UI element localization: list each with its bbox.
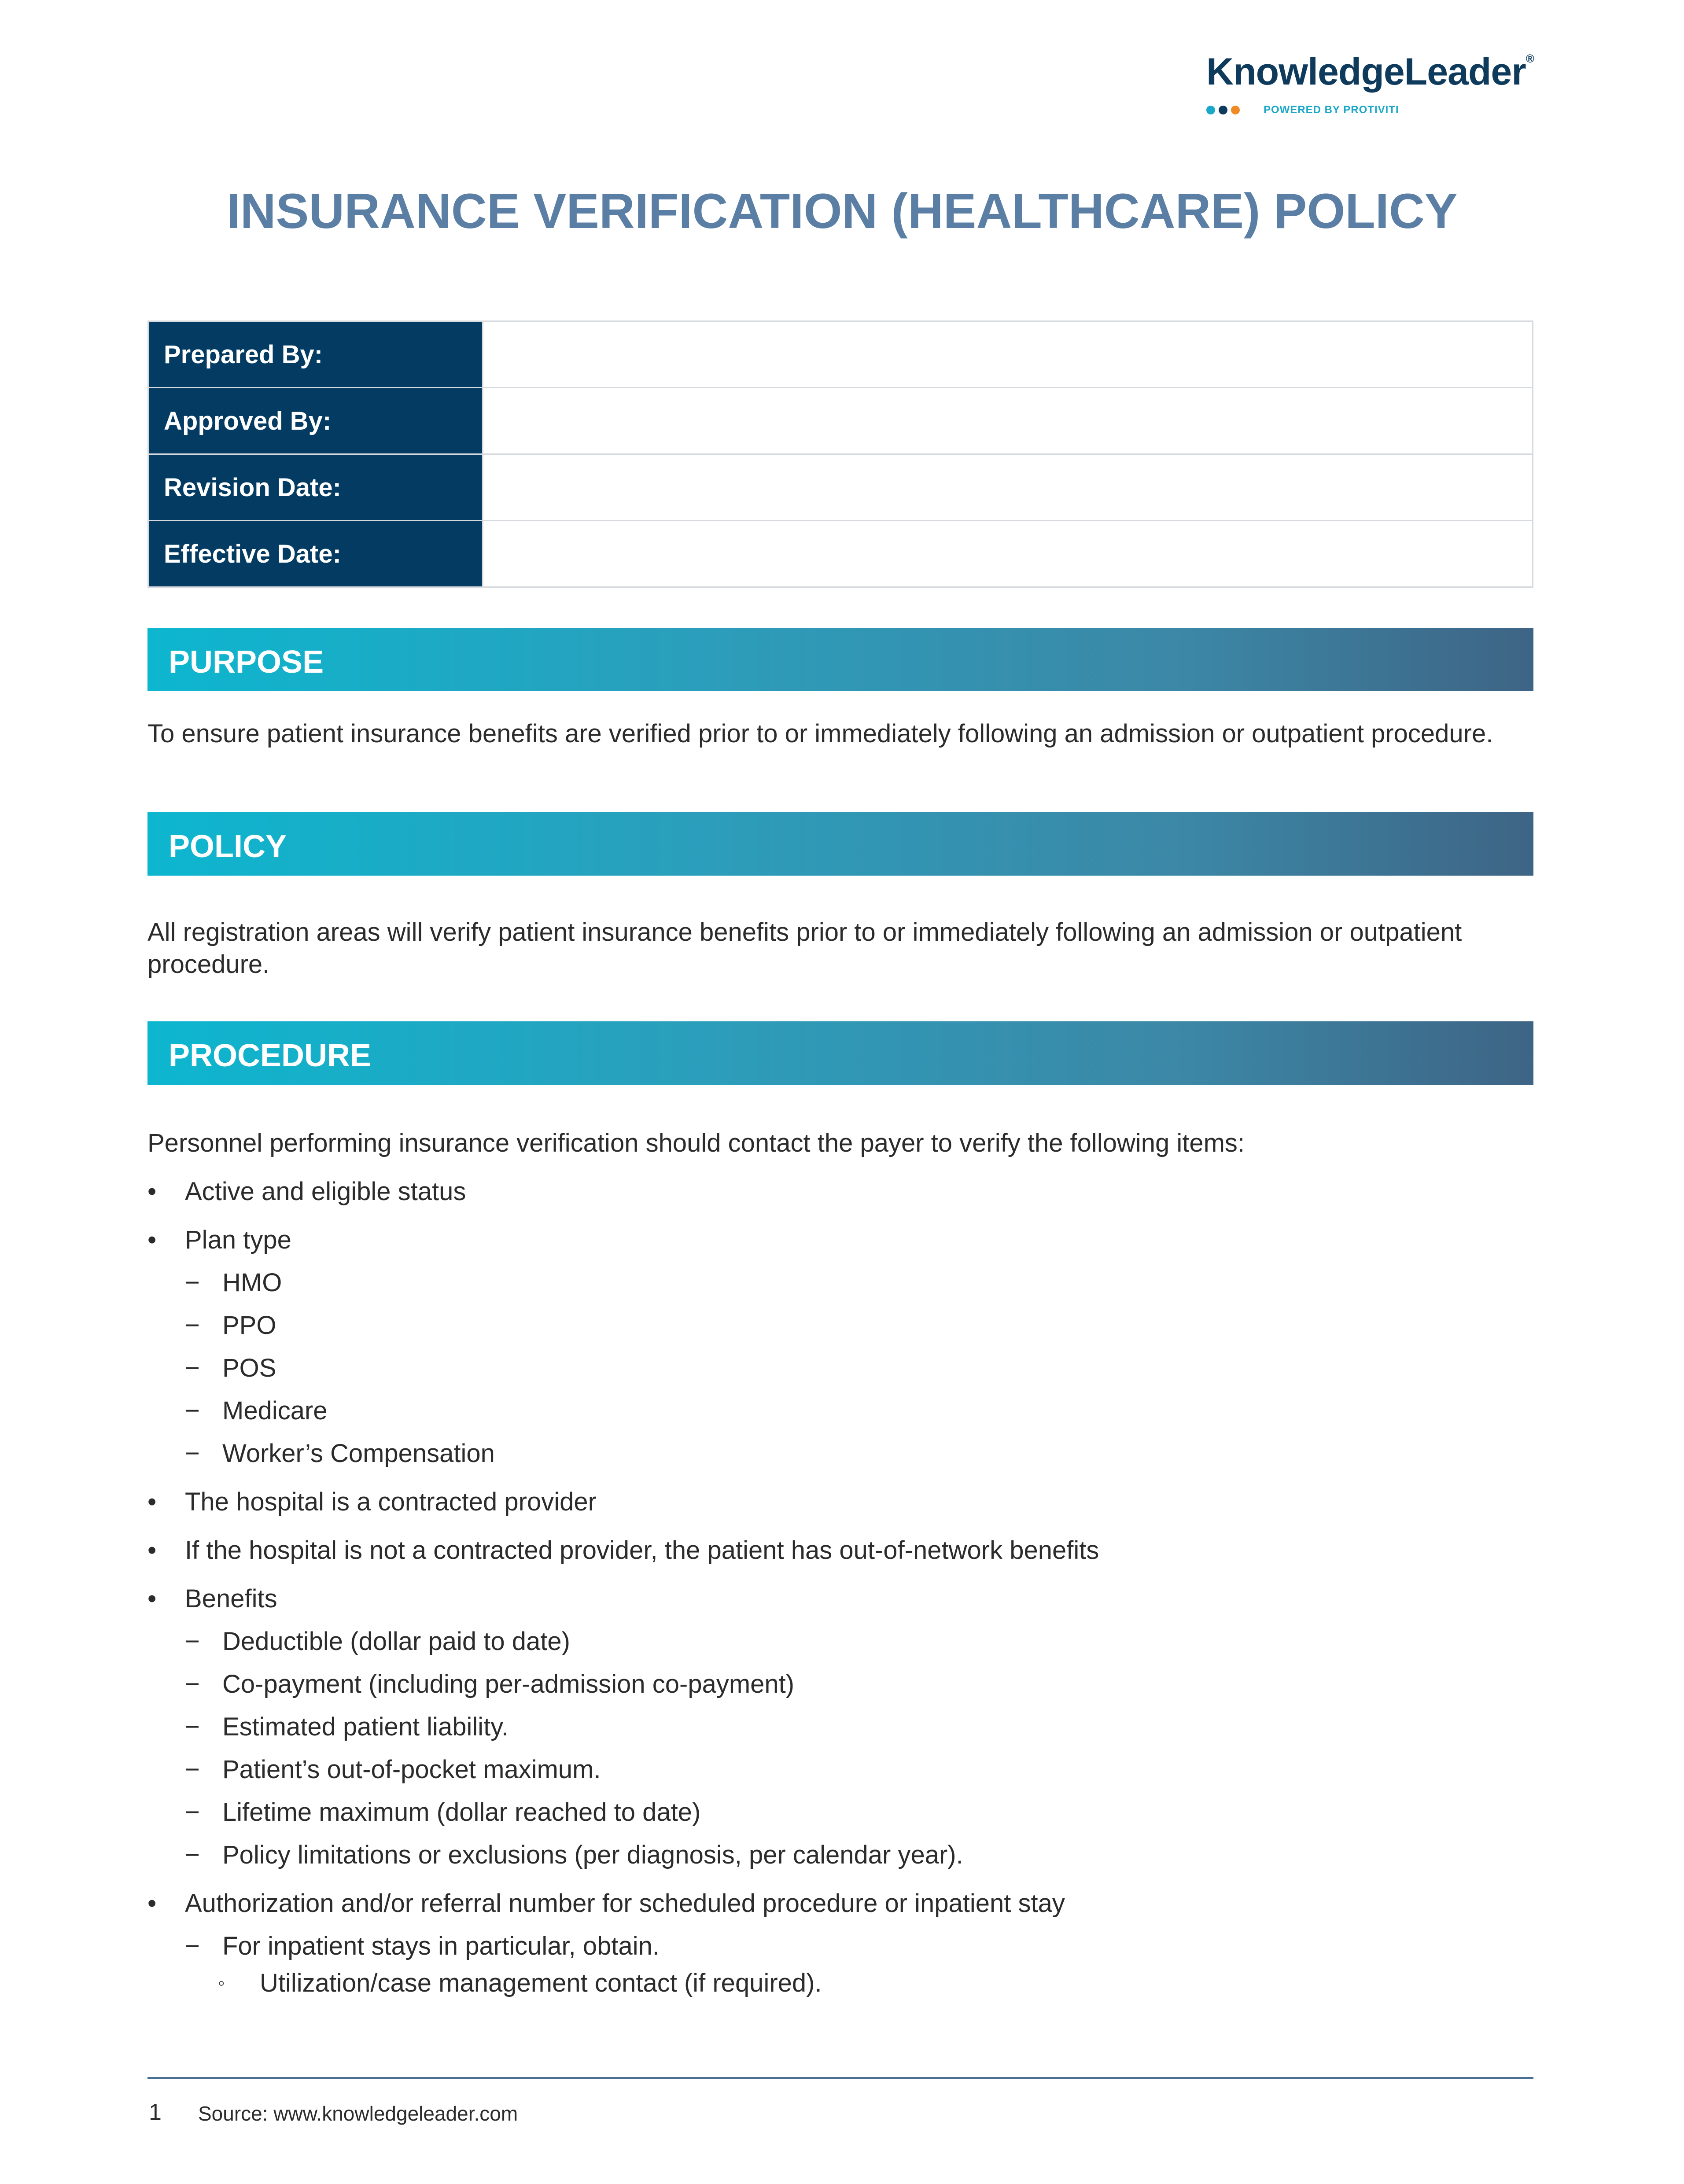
bullet-icon: •: [147, 1889, 157, 1918]
policy-heading: POLICY: [147, 812, 1533, 876]
bullet-icon: •: [147, 1177, 157, 1206]
policy-text: All registration areas will verify patient insurance benefits prior to or immediately following an admission or outpatient procedure.: [147, 918, 1462, 979]
list-item: − For inpatient stays in particular, obtain.: [147, 1930, 1533, 1962]
source-link[interactable]: Source: www.knowledgeleader.com: [198, 2102, 518, 2125]
list-item: − Estimated patient liability.: [147, 1711, 1533, 1743]
logo-registered-mark: ®: [1526, 52, 1534, 65]
bullet-icon: •: [147, 1536, 157, 1565]
list-item: − Patient’s out-of-pocket maximum.: [147, 1753, 1533, 1786]
list-item: • Plan type: [147, 1224, 1533, 1256]
dash-icon: −: [185, 1354, 200, 1382]
table-row: [148, 521, 1533, 587]
list-item: − Worker’s Compensation: [147, 1437, 1533, 1470]
dash-icon: −: [185, 1439, 200, 1468]
table-row: [148, 321, 1533, 388]
dash-icon: −: [185, 1932, 200, 1960]
approved-by-field[interactable]: [483, 388, 1533, 454]
dash-icon: −: [185, 1311, 200, 1340]
revision-date-field[interactable]: [483, 454, 1533, 521]
logo-dot-icon: [1231, 106, 1240, 114]
dash-icon: −: [185, 1268, 200, 1297]
bullet-icon: •: [147, 1488, 157, 1516]
list-item: − POS: [147, 1352, 1533, 1384]
dash-icon: −: [185, 1755, 200, 1784]
procedure-heading: PROCEDURE: [147, 1021, 1533, 1085]
purpose-heading: PURPOSE: [147, 628, 1533, 691]
dash-icon: −: [185, 1670, 200, 1698]
effective-date-field[interactable]: [483, 521, 1533, 587]
prepared-by-label: Prepared By:: [148, 321, 483, 388]
dash-icon: −: [185, 1627, 200, 1656]
bullet-icon: •: [147, 1226, 157, 1254]
footer-divider: [147, 2077, 1533, 2079]
approved-by-label: Approved By:: [148, 388, 483, 454]
list-item: − Policy limitations or exclusions (per diagnosis, per calendar year).: [147, 1839, 1533, 1871]
dash-icon: −: [185, 1841, 200, 1869]
page-number: 1: [149, 2099, 162, 2125]
prepared-by-field[interactable]: [483, 321, 1533, 388]
procedure-intro: Personnel performing insurance verification should contact the payer to verify the following items:: [147, 1129, 1245, 1157]
list-item: • Active and eligible status: [147, 1175, 1533, 1208]
list-item: − Co-payment (including per-admission co-payment): [147, 1668, 1533, 1700]
revision-date-label: Revision Date:: [148, 454, 483, 521]
list-item: • The hospital is a contracted provider: [147, 1486, 1533, 1518]
page-title: INSURANCE VERIFICATION (HEALTHCARE) POLICY: [226, 184, 1458, 239]
knowledgeleader-logo: [1206, 53, 1532, 123]
list-item: • Benefits: [147, 1583, 1533, 1615]
logo-name: KnowledgeLeader: [1206, 51, 1526, 93]
dash-icon: −: [185, 1798, 200, 1827]
effective-date-label: Effective Date:: [148, 521, 483, 587]
list-item: ◦ Utilization/case management contact (if required).: [147, 1967, 1533, 1999]
logo-tagline: POWERED BY PROTIVITI: [1264, 104, 1399, 116]
purpose-text: To ensure patient insurance benefits are verified prior to or immediately following an admission or outpatient procedure.: [147, 719, 1493, 748]
list-item: − Deductible (dollar paid to date): [147, 1625, 1533, 1657]
list-item: − PPO: [147, 1309, 1533, 1341]
list-item: • Authorization and/or referral number for scheduled procedure or inpatient stay: [147, 1887, 1533, 1919]
list-item: − HMO: [147, 1267, 1533, 1299]
logo-dot-icon: [1219, 106, 1227, 114]
document-info-table: [147, 320, 1533, 588]
dash-icon: −: [185, 1713, 200, 1741]
circle-bullet-icon: ◦: [218, 1972, 225, 1994]
list-item: − Medicare: [147, 1395, 1533, 1427]
table-row: [148, 454, 1533, 521]
logo-dot-icon: [1206, 106, 1215, 114]
dash-icon: −: [185, 1396, 200, 1425]
table-row: [148, 388, 1533, 454]
procedure-list: [147, 1159, 1533, 1999]
bullet-icon: •: [147, 1584, 157, 1613]
list-item: • If the hospital is not a contracted provider, the patient has out-of-network benefits: [147, 1534, 1533, 1566]
list-item: − Lifetime maximum (dollar reached to date): [147, 1796, 1533, 1828]
